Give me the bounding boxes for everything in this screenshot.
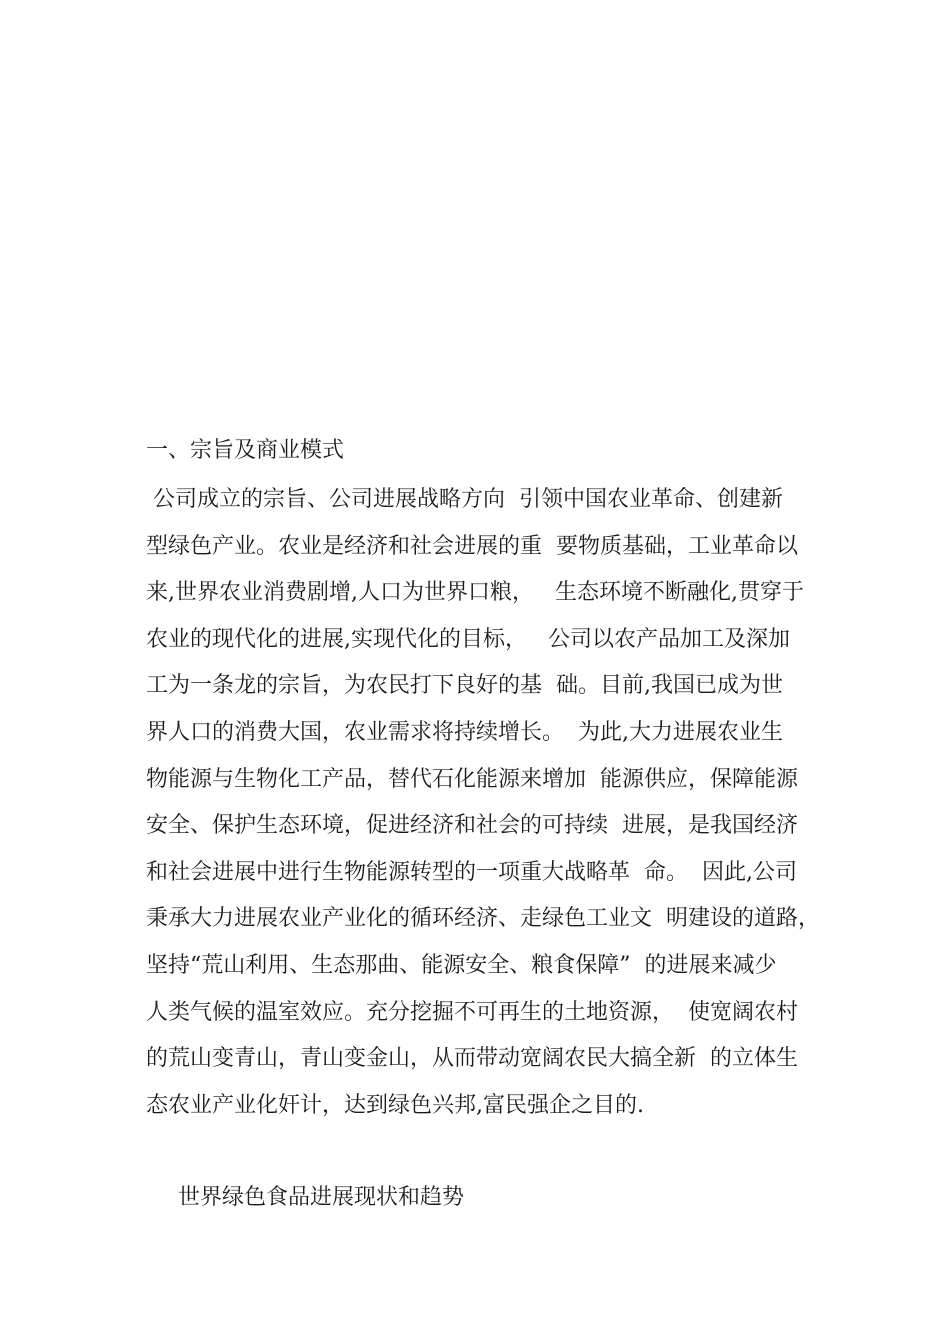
body-paragraph xyxy=(146,485,826,1137)
subheading: 世界绿色食品进展现状和趋势 xyxy=(178,1185,465,1210)
paragraph-line: 坚持“荒山利用、生态那曲、能源安全、粮食保障” 的进展来减少 xyxy=(146,952,777,978)
paragraph-line: 物能源与生物化工产品，替代石化能源来增加 能源供应，保障能源 xyxy=(146,766,798,792)
paragraph-line: 型绿色产业。农业是经济和社会进展的重 要物质基础，工业革命以 xyxy=(146,533,798,559)
paragraph-line: 农业的现代化的进展,实现代化的目标， 公司以农产品加工及深加 xyxy=(146,626,790,652)
paragraph-line: 工为一条龙的宗旨，为农民打下良好的基 础。目前,我国已成为世 xyxy=(146,673,783,699)
paragraph-line: 来,世界农业消费剧增,人口为世界口粮， 生态环境不断融化,贯穿于 xyxy=(146,580,804,606)
section-heading: 一、宗旨及商业模式 xyxy=(146,438,345,463)
paragraph-line: 界人口的消费大国，农业需求将持续增长。 为此,大力进展农业生 xyxy=(146,719,783,745)
paragraph-line: 安全、保护生态环境，促进经济和社会的可持续 进展，是我国经济 xyxy=(146,813,798,839)
paragraph-line: 秉承大力进展农业产业化的循环经济、走绿色工业文 明建设的道路， xyxy=(146,906,820,932)
paragraph-line: 的荒山变青山，青山变金山，从而带动宽阔农民大搞全新 的立体生 xyxy=(146,1046,798,1072)
paragraph-line: 和社会进展中进行生物能源转型的一项重大战略革 命。 因此,公司 xyxy=(146,859,797,885)
paragraph-line: 人类气候的温室效应。充分挖掘不可再生的土地资源， 使宽阔农村 xyxy=(146,999,798,1025)
paragraph-line: 态农业产业化奸计，达到绿色兴邦,富民强企之目的. xyxy=(146,1092,644,1118)
paragraph-line: 公司成立的宗旨、公司进展战略方向 引领中国农业革命、创建新 xyxy=(146,487,783,512)
